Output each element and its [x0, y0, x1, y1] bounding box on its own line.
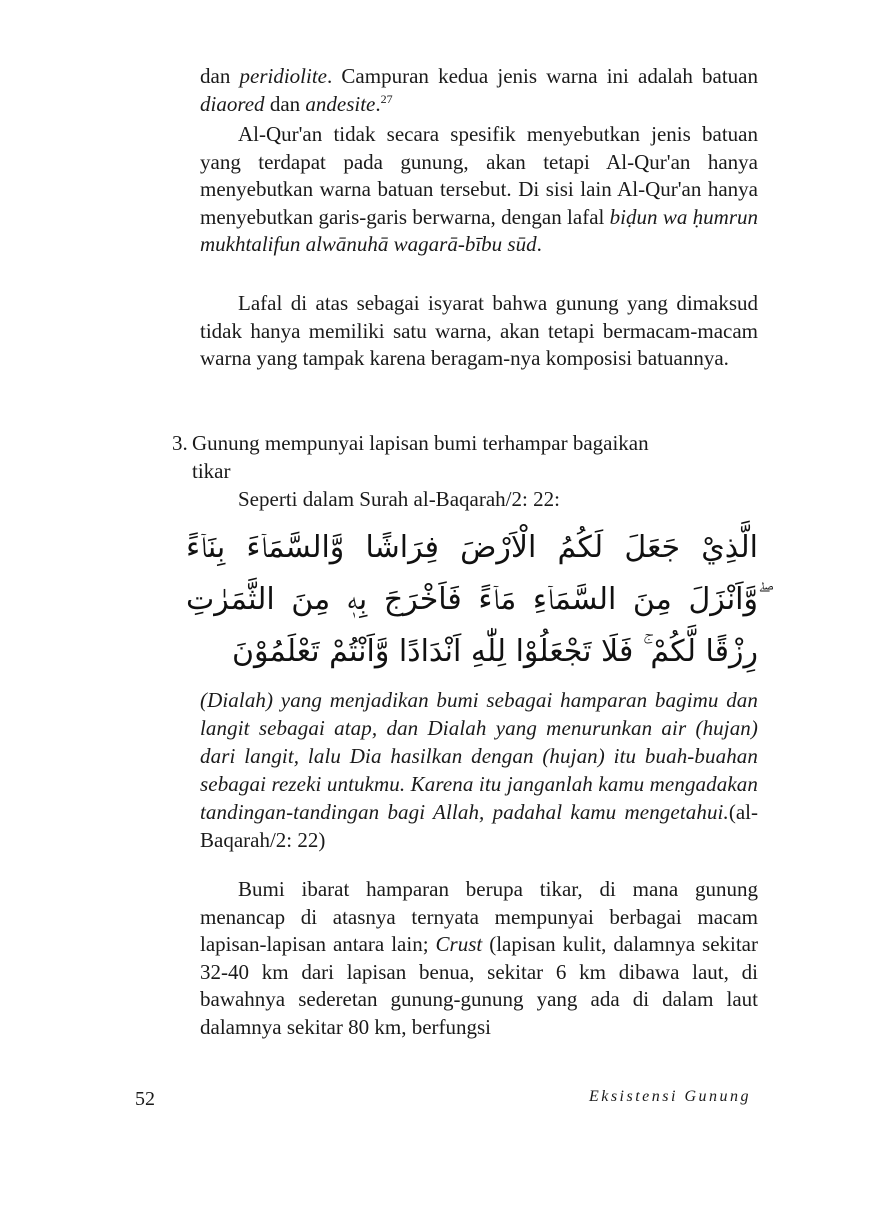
text-run: . Campuran kedua jenis warna ini adalah batuan	[327, 64, 758, 88]
paragraph-rock-types	[200, 63, 758, 118]
running-title: Eksistensi Gunung	[588, 1088, 751, 1105]
term-peridiolite: peridiolite	[239, 64, 327, 88]
verse-reference: (al-Baqarah/2: 22)	[200, 800, 758, 852]
list-item-text-continued: tikar	[192, 458, 231, 483]
paragraph-crust	[200, 876, 758, 1042]
text-run: dan	[200, 64, 240, 88]
transliteration: biḍun wa ḥumrun mukhtalifun alwānuhā wagarā-bību sūd	[200, 204, 758, 257]
term-crust: Crust	[435, 932, 483, 957]
paragraph-lafal: Lafal di atas sebagai isyarat bahwa gunung yang dimaksud tidak hanya memiliki satu warna, akan tetapi bermacam-macam warna yang tampak karena beragam-nya komposisi batuannya.	[200, 291, 758, 371]
text-run: .	[536, 232, 542, 257]
translation-text: (Dialah) yang menjadikan bumi sebagai hamparan bagimu dan langit sebagai atap, dan Dialah yang menurunkan air (hujan) dari langit, lalu Dia hasilkan dengan (hujan) itu buah-buahan sebagai rezeki untukmu.	[200, 688, 758, 796]
list-number: 3.	[172, 431, 188, 455]
term-andesite: andesite	[305, 91, 376, 116]
verse-translation	[200, 686, 758, 854]
verse-intro: Seperti dalam Surah al-Baqarah/2: 22:	[238, 487, 560, 511]
text-run: (lapisan kulit, dalamnya sekitar 32-40 km dari lapisan benua, sekitar 6 km dibawa laut, di bawahnya sederetan gunung-gunung yang ada di dalam laut dalamnya sekitar 80 km, berfungsi	[200, 932, 758, 1039]
paragraph-quran-colors	[200, 121, 758, 259]
list-item-3	[172, 430, 758, 485]
text-run: Bumi ibarat hamparan berupa tikar, di mana gunung menancap di atasnya ternyata mempunyai berbagai macam lapisan-lapisan antara lain;	[200, 877, 758, 957]
list-item-text: Gunung mempunyai lapisan bumi terhampar bagaikan	[192, 431, 649, 455]
page-number: 52	[135, 1088, 155, 1110]
text-run: dan	[264, 91, 306, 116]
text-run: Al-Qur'an tidak secara spesifik menyebutkan jenis batuan yang terdapat pada gunung, akan tetapi Al-Qur'an hanya menyebutkan warna batuan tersebut. Di sisi lain Al-Qur'an hanya menyebutkan garis-garis berwarna, dengan lafal	[200, 122, 758, 229]
footnote-marker: 27	[380, 91, 393, 106]
arabic-verse: الَّذِيْ جَعَلَ لَكُمُ الْاَرْضَ فِرَاشًا وَّالسَّمَاۤءَ بِنَاۤءً ۖوَّاَنْزَلَ مِنَ السَّمَاۤءِ مَاۤءً فَاَخْرَجَ بِهٖ مِنَ الثَّمَرٰتِ رِزْقًا لَّكُمْ ۚ فَلَا تَجْعَلُوْا لِلّٰهِ اَنْدَادًا وَّاَنْتُمْ تَعْلَمُوْنَ	[186, 530, 758, 669]
translation-text: mengadakan tandingan-tandingan bagi Allah, padahal kamu mengetahui.	[200, 772, 758, 824]
term-diaored: diaored	[200, 91, 265, 116]
text-run: .	[375, 91, 381, 116]
translation-text-spaced: Karena itu janganlah kamu	[410, 772, 645, 796]
